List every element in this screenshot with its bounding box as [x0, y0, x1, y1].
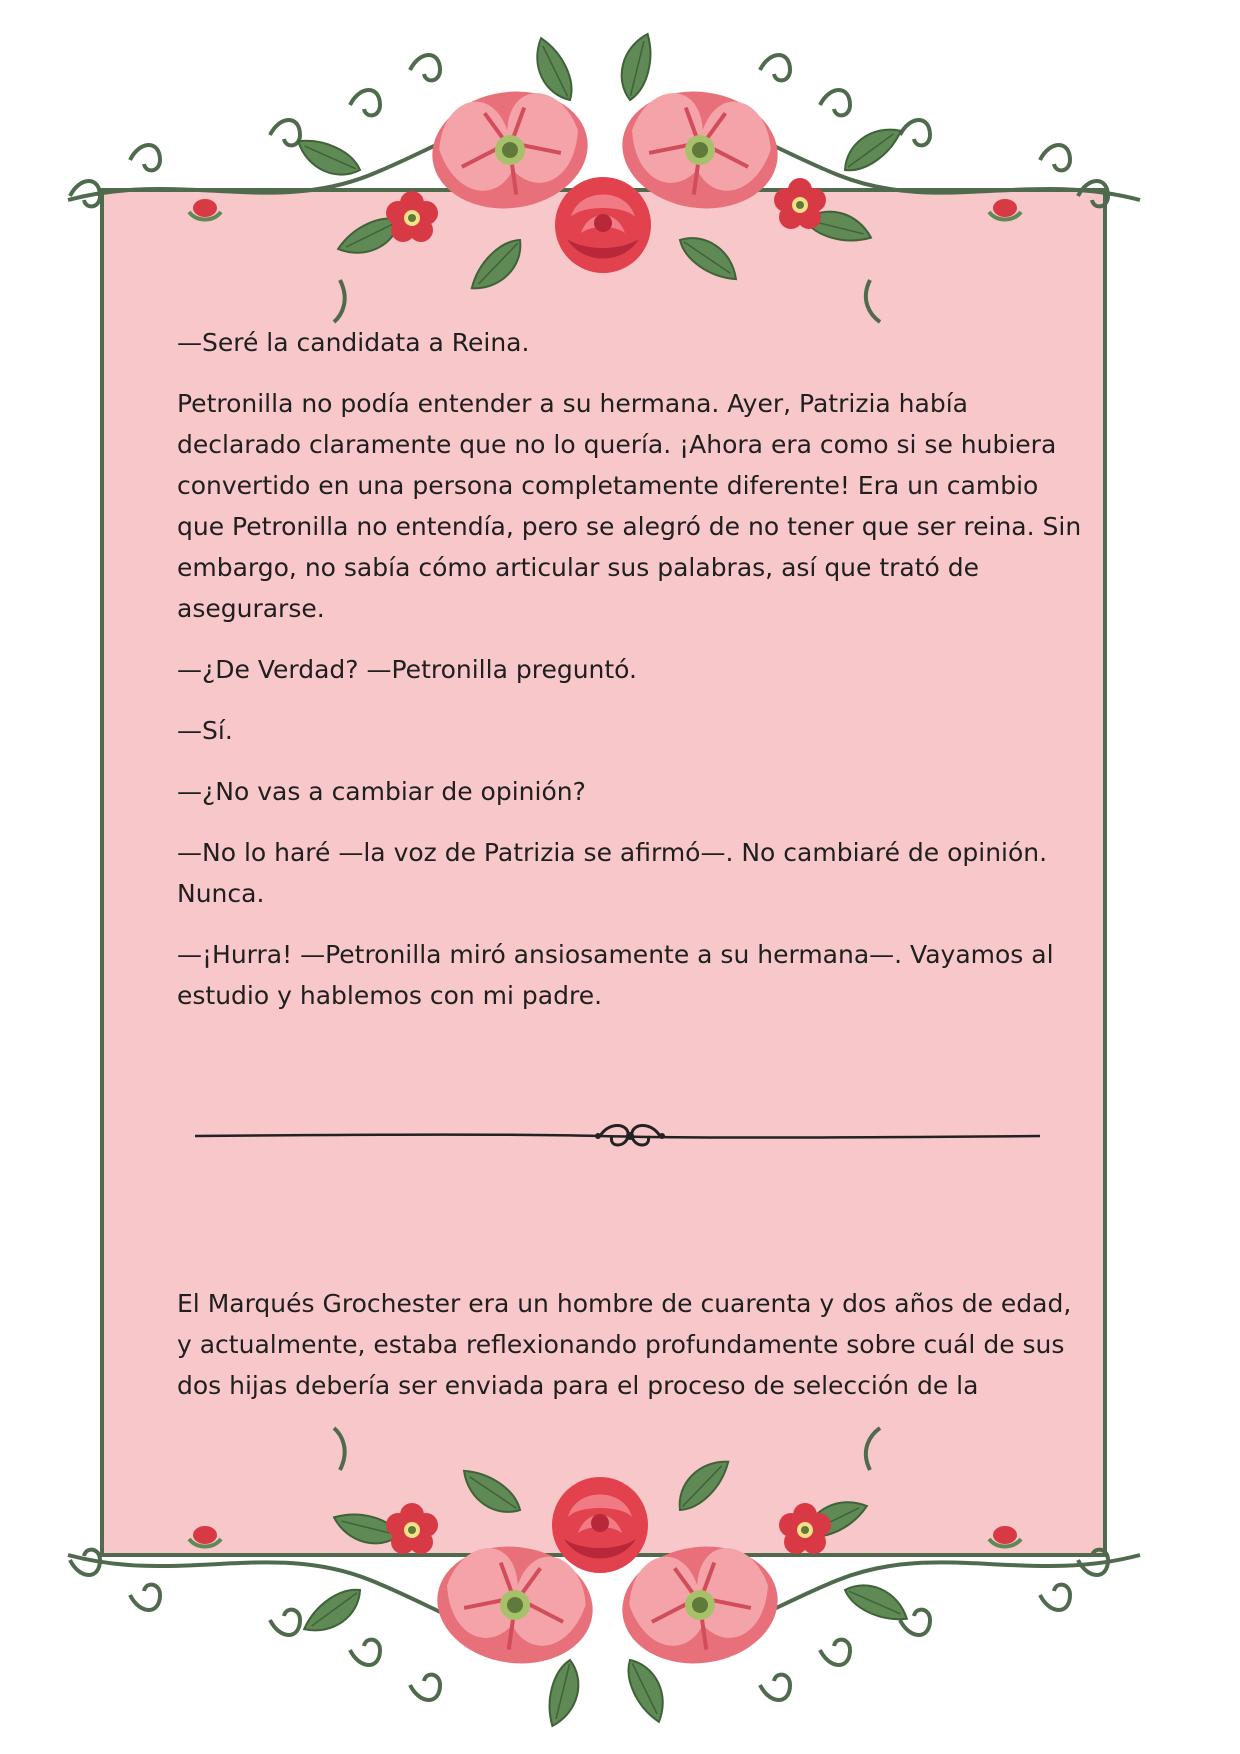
paragraph: —¡Hurra! —Petronilla miró ansiosamente a su hermana—. Vayamos al estudio y hablemos con mi padre.	[177, 940, 1054, 1010]
paragraph: —¿De Verdad? —Petronilla preguntó.	[177, 655, 637, 684]
paragraph: —No lo haré —la voz de Patrizia se afirmó—. No cambiaré de opinión. Nunca.	[177, 838, 1048, 908]
paragraph: —Seré la candidata a Reina.	[177, 328, 530, 357]
paragraph: El Marqués Grochester era un hombre de cuarenta y dos años de edad, y actualmente, estaba reflexionando profundamente sobre cuál de sus dos hijas debería ser enviada para el proceso de selección de la	[177, 1289, 1072, 1400]
paragraph: —¿No vas a cambiar de opinión?	[177, 777, 586, 806]
story-text	[177, 322, 1082, 1036]
paragraph: Petronilla no podía entender a su hermana. Ayer, Patrizia había declarado claramente que no lo quería. ¡Ahora era como si se hubiera convertido en una persona completamente diferente! Era un cambio que Petronilla no entendía, pero se alegró de no tener que ser reina. Sin embargo, no sabía cómo articular sus palabras, así que trató de asegurarse.	[177, 389, 1082, 623]
paragraph: —Sí.	[177, 716, 233, 745]
story-text-continued	[177, 1283, 1082, 1406]
